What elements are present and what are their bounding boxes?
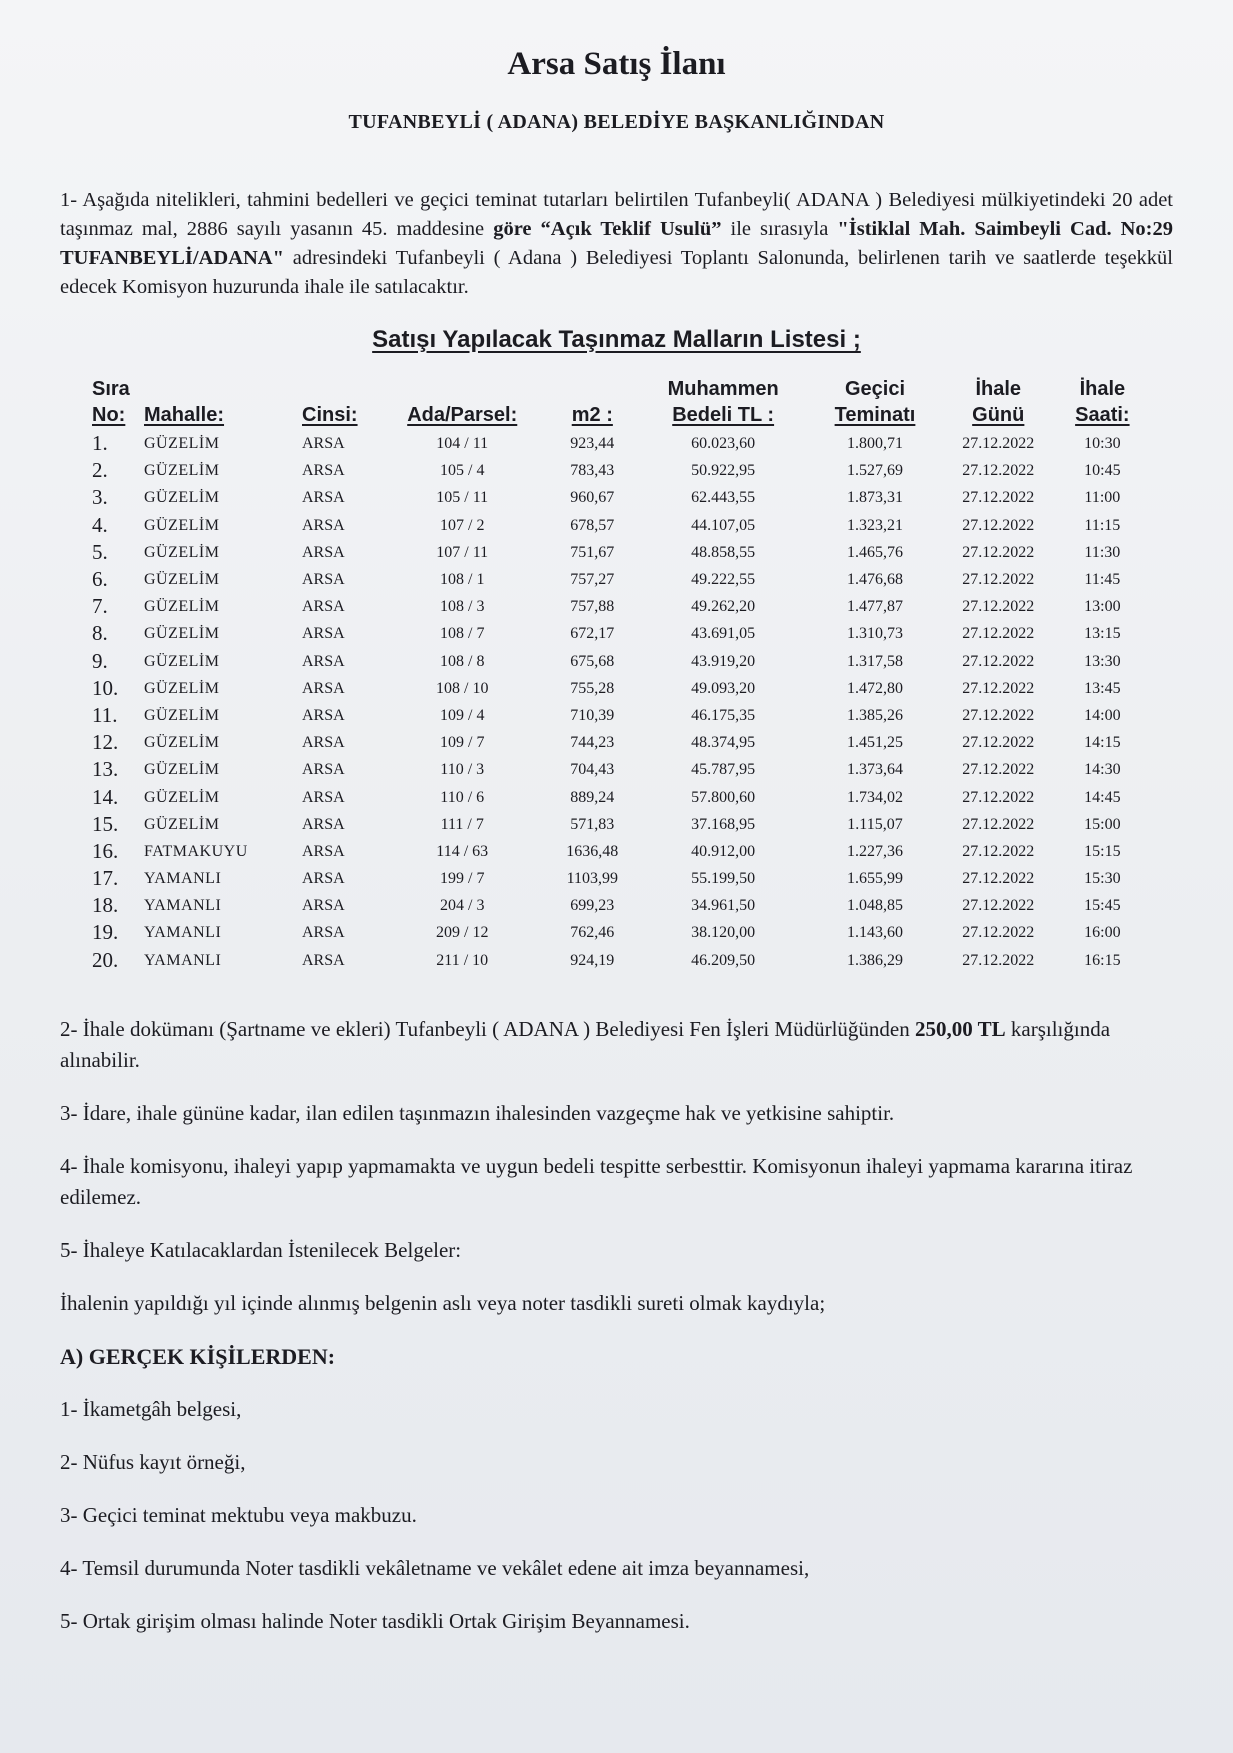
cell-teminat: 1.048,85 (846, 897, 903, 915)
cell-teminat: 1.323,21 (846, 516, 903, 534)
cell-m2: 699,23 (570, 897, 615, 915)
cell-ihale-gunu: 27.12.2022 (962, 679, 1035, 697)
cell-mahalle: YAMANLI (144, 924, 222, 942)
cell-ada-parsel: 114 / 63 (436, 842, 489, 860)
cell-mahalle: GÜZELİM (144, 706, 220, 724)
cell-m2: 889,24 (570, 788, 615, 806)
cell-ada-parsel: 108 / 8 (440, 652, 485, 670)
cell-mahalle: GÜZELİM (144, 571, 220, 589)
cell-ihale-gunu: 27.12.2022 (962, 815, 1035, 833)
cell-teminat: 1.734,02 (846, 788, 903, 806)
header-mahalle: Mahalle: (144, 404, 225, 426)
cell-m2: 1636,48 (566, 842, 619, 860)
cell-no: 8. (92, 621, 108, 646)
cell-ada-parsel: 109 / 7 (440, 734, 485, 752)
cell-ihale-gunu: 27.12.2022 (962, 652, 1035, 670)
cell-ada-parsel: 108 / 1 (440, 571, 485, 589)
header-gecici (810, 376, 940, 430)
cell-ihale-saati: 11:00 (1084, 489, 1121, 507)
cell-bedel: 48.374,95 (691, 734, 756, 752)
cell-bedel: 49.093,20 (691, 679, 756, 697)
header-m2: m2 : (571, 404, 613, 426)
cell-ada-parsel: 110 / 6 (440, 788, 485, 806)
table-row (88, 484, 1148, 511)
cell-bedel: 49.262,20 (691, 598, 756, 616)
cell-ada-parsel: 105 / 4 (440, 462, 485, 480)
cell-cinsi: ARSA (302, 870, 345, 888)
cell-ihale-gunu: 27.12.2022 (962, 870, 1035, 888)
cell-mahalle: GÜZELİM (144, 734, 220, 752)
property-table (88, 376, 1148, 974)
clause-4: 4- İhale komisyonu, ihaleyi yapıp yapmamakta ve uygun bedeli tespitte serbesttir. Komisyonun ihaleyi yapmama kararına itiraz edilemez. (60, 1153, 1133, 1209)
cell-bedel: 55.199,50 (691, 870, 756, 888)
property-table-body (88, 430, 1148, 974)
cell-mahalle: GÜZELİM (144, 815, 220, 833)
cell-ihale-gunu: 27.12.2022 (962, 571, 1035, 589)
cell-ada-parsel: 104 / 11 (436, 435, 489, 453)
clause-2-tail: karşılığında alınabilir. (60, 1016, 1111, 1072)
list-item: 4- Temsil durumunda Noter tasdikli vekâletname ve vekâlet edene ait imza beyannamesi, (60, 1555, 810, 1580)
cell-cinsi: ARSA (302, 951, 345, 969)
cell-ihale-saati: 16:00 (1084, 924, 1121, 942)
cell-ihale-saati: 13:15 (1084, 625, 1121, 643)
cell-cinsi: ARSA (302, 788, 345, 806)
cell-ihale-saati: 13:30 (1084, 652, 1121, 670)
intro-text-3: adresindeki Tufanbeyli ( Adana ) Belediyesi Toplantı Salonunda, belirlenen tarih ve saatlerde teşekkül edecek Komisyon huzurunda ihale ile satılacaktır. (60, 247, 1173, 298)
cell-cinsi: ARSA (302, 924, 345, 942)
cell-no: 20. (92, 947, 119, 972)
table-row (88, 593, 1148, 620)
table-row (88, 729, 1148, 756)
header-sira (88, 376, 140, 430)
cell-m2: 757,27 (570, 571, 615, 589)
cell-ada-parsel: 107 / 2 (440, 516, 485, 534)
cell-bedel: 57.800,60 (691, 788, 756, 806)
cell-cinsi: ARSA (302, 435, 345, 453)
table-row (88, 892, 1148, 919)
header-muhammen-top: Muhammen (667, 378, 779, 400)
cell-ihale-saati: 11:15 (1084, 516, 1121, 534)
cell-cinsi: ARSA (302, 516, 345, 534)
cell-teminat: 1.385,26 (846, 706, 903, 724)
required-documents-list (60, 1394, 1173, 1637)
header-sira-top: Sıra (92, 378, 130, 400)
cell-bedel: 60.023,60 (691, 435, 756, 453)
cell-m2: 924,19 (570, 951, 615, 969)
cell-ihale-saati: 14:30 (1084, 761, 1121, 779)
cell-ada-parsel: 107 / 11 (436, 543, 489, 561)
cell-teminat: 1.527,69 (846, 462, 903, 480)
header-muhammen (636, 376, 810, 430)
list-heading: Satışı Yapılacak Taşınmaz Malların Listesi ; (372, 326, 861, 353)
cell-ihale-saati: 15:30 (1084, 870, 1121, 888)
cell-cinsi: ARSA (302, 679, 345, 697)
cell-teminat: 1.476,68 (846, 571, 903, 589)
cell-ada-parsel: 108 / 10 (436, 679, 489, 697)
list-item: 5- Ortak girişim olması halinde Noter tasdikli Ortak Girişim Beyannamesi. (60, 1608, 690, 1633)
cell-ihale-saati: 11:30 (1084, 543, 1121, 561)
cell-m2: 710,39 (570, 706, 615, 724)
table-row (88, 838, 1148, 865)
cell-m2: 755,28 (570, 679, 615, 697)
cell-mahalle: GÜZELİM (144, 761, 220, 779)
cell-no: 19. (92, 920, 119, 945)
cell-cinsi: ARSA (302, 734, 345, 752)
cell-m2: 751,67 (570, 543, 615, 561)
header-cinsi: Cinsi: (302, 404, 358, 426)
cell-cinsi: ARSA (302, 625, 345, 643)
cell-mahalle: GÜZELİM (144, 489, 220, 507)
header-gecici-top: Geçici (844, 378, 906, 400)
cell-bedel: 50.922,95 (691, 462, 756, 480)
cell-mahalle: GÜZELİM (144, 462, 220, 480)
clause-3: 3- İdare, ihale gününe kadar, ilan edilen taşınmazın ihalesinden vazgeçme hak ve yetkisine sahiptir. (60, 1100, 895, 1125)
cell-ihale-saati: 14:45 (1084, 788, 1121, 806)
cell-no: 18. (92, 893, 119, 918)
cell-ihale-saati: 14:15 (1084, 734, 1121, 752)
cell-ihale-gunu: 27.12.2022 (962, 842, 1035, 860)
header-saat-top: İhale (1079, 378, 1126, 400)
table-row (88, 947, 1148, 974)
cell-m2: 678,57 (570, 516, 615, 534)
cell-no: 3. (92, 485, 108, 510)
header-gun-top: İhale (975, 378, 1022, 400)
cell-no: 12. (92, 730, 119, 755)
page-title: Arsa Satış İlanı (507, 46, 726, 82)
cell-ihale-gunu: 27.12.2022 (962, 625, 1035, 643)
cell-ada-parsel: 211 / 10 (436, 951, 489, 969)
cell-teminat: 1.451,25 (846, 734, 903, 752)
list-item: 1- İkametgâh belgesi, (60, 1396, 242, 1421)
cell-no: 13. (92, 757, 119, 782)
intro-bold-1: göre “Açık Teklif Usulü” (493, 218, 722, 240)
cell-bedel: 46.209,50 (691, 951, 756, 969)
cell-mahalle: GÜZELİM (144, 788, 220, 806)
cell-mahalle: YAMANLI (144, 951, 222, 969)
cell-ihale-gunu: 27.12.2022 (962, 516, 1035, 534)
table-row (88, 512, 1148, 539)
cell-ihale-gunu: 27.12.2022 (962, 435, 1035, 453)
cell-cinsi: ARSA (302, 462, 345, 480)
cell-ihale-saati: 16:15 (1084, 951, 1121, 969)
cell-no: 1. (92, 431, 108, 456)
cell-ihale-gunu: 27.12.2022 (962, 462, 1035, 480)
cell-no: 16. (92, 838, 119, 863)
cell-ihale-gunu: 27.12.2022 (962, 489, 1035, 507)
header-gecici-bottom: Teminatı (834, 404, 916, 426)
cell-no: 9. (92, 648, 108, 673)
cell-m2: 1103,99 (566, 870, 618, 888)
cell-bedel: 48.858,55 (691, 543, 756, 561)
cell-mahalle: GÜZELİM (144, 679, 220, 697)
cell-teminat: 1.465,76 (846, 543, 903, 561)
cell-ada-parsel: 199 / 7 (440, 870, 485, 888)
cell-mahalle: YAMANLI (144, 897, 222, 915)
cell-no: 11. (92, 702, 118, 727)
cell-bedel: 62.443,55 (691, 489, 756, 507)
cell-teminat: 1.800,71 (846, 435, 903, 453)
table-header-row (88, 376, 1148, 430)
cell-mahalle: GÜZELİM (144, 625, 220, 643)
clause-2-text: 2- İhale dokümanı (Şartname ve ekleri) Tufanbeyli ( ADANA ) Belediyesi Fen İşleri Müdürlüğünden (60, 1016, 915, 1041)
table-row (88, 675, 1148, 702)
cell-ada-parsel: 108 / 7 (440, 625, 485, 643)
cell-mahalle: GÜZELİM (144, 516, 220, 534)
cell-m2: 672,17 (570, 625, 615, 643)
header-muhammen-bottom: Bedeli TL : (672, 404, 775, 426)
cell-ihale-saati: 10:30 (1084, 435, 1121, 453)
cell-bedel: 38.120,00 (691, 924, 756, 942)
clause-5-intro: İhalenin yapıldığı yıl içinde alınmış belgenin aslı veya noter tasdikli sureti olmak kaydıyla; (60, 1290, 826, 1315)
cell-teminat: 1.310,73 (846, 625, 903, 643)
cell-m2: 704,43 (570, 761, 615, 779)
cell-ihale-saati: 15:15 (1084, 842, 1121, 860)
cell-cinsi: ARSA (302, 842, 345, 860)
cell-no: 4. (92, 512, 108, 537)
cell-teminat: 1.472,80 (846, 679, 903, 697)
cell-bedel: 37.168,95 (691, 815, 756, 833)
cell-no: 10. (92, 675, 119, 700)
cell-ihale-gunu: 27.12.2022 (962, 734, 1035, 752)
cell-cinsi: ARSA (302, 897, 345, 915)
cell-bedel: 43.691,05 (691, 625, 756, 643)
table-row (88, 702, 1148, 729)
cell-ihale-saati: 13:00 (1084, 598, 1121, 616)
cell-no: 17. (92, 866, 119, 891)
cell-cinsi: ARSA (302, 706, 345, 724)
list-item: 2- Nüfus kayıt örneği, (60, 1449, 246, 1474)
table-row (88, 648, 1148, 675)
cell-bedel: 49.222,55 (691, 571, 756, 589)
cell-ada-parsel: 111 / 7 (440, 815, 484, 833)
cell-bedel: 46.175,35 (691, 706, 756, 724)
cell-ihale-saati: 10:45 (1084, 462, 1121, 480)
cell-m2: 675,68 (570, 652, 615, 670)
cell-bedel: 43.919,20 (691, 652, 756, 670)
cell-teminat: 1.873,31 (846, 489, 903, 507)
cell-ihale-saati: 15:45 (1084, 897, 1121, 915)
cell-bedel: 44.107,05 (691, 516, 756, 534)
cell-no: 7. (92, 594, 108, 619)
table-row (88, 865, 1148, 892)
intro-paragraph (60, 186, 1173, 302)
cell-mahalle: YAMANLI (144, 870, 222, 888)
table-row (88, 566, 1148, 593)
header-ihale-gunu (940, 376, 1057, 430)
table-row (88, 919, 1148, 946)
cell-teminat: 1.317,58 (846, 652, 903, 670)
cell-teminat: 1.477,87 (846, 598, 903, 616)
cell-m2: 762,46 (570, 924, 615, 942)
cell-m2: 923,44 (570, 435, 615, 453)
cell-ada-parsel: 108 / 3 (440, 598, 485, 616)
cell-mahalle: GÜZELİM (144, 598, 220, 616)
cell-ada-parsel: 209 / 12 (436, 924, 489, 942)
cell-teminat: 1.143,60 (846, 924, 903, 942)
intro-text-2: ile sırasıyla (721, 218, 838, 240)
cell-ihale-saati: 13:45 (1084, 679, 1121, 697)
cell-m2: 783,43 (570, 462, 615, 480)
cell-cinsi: ARSA (302, 761, 345, 779)
cell-no: 14. (92, 784, 119, 809)
cell-cinsi: ARSA (302, 815, 345, 833)
header-gun-bottom: Günü (972, 404, 1025, 426)
cell-ihale-gunu: 27.12.2022 (962, 706, 1035, 724)
cell-m2: 960,67 (570, 489, 615, 507)
natural-persons-heading: A) GERÇEK KİŞİLERDEN: (60, 1343, 336, 1369)
cell-no: 6. (92, 567, 108, 592)
cell-bedel: 40.912,00 (691, 842, 756, 860)
cell-ihale-saati: 11:45 (1084, 571, 1121, 589)
cell-m2: 757,88 (570, 598, 615, 616)
cell-teminat: 1.655,99 (846, 870, 903, 888)
header-saat-bottom: Saati: (1075, 404, 1130, 426)
cell-ihale-gunu: 27.12.2022 (962, 543, 1035, 561)
table-row (88, 783, 1148, 810)
cell-mahalle: FATMAKUYU (144, 842, 248, 860)
cell-ada-parsel: 110 / 3 (440, 761, 485, 779)
cell-bedel: 45.787,95 (691, 761, 756, 779)
cell-bedel: 34.961,50 (691, 897, 756, 915)
table-row (88, 620, 1148, 647)
list-item: 3- Geçici teminat mektubu veya makbuzu. (60, 1502, 417, 1527)
cell-ihale-gunu: 27.12.2022 (962, 897, 1035, 915)
cell-no: 15. (92, 811, 119, 836)
table-row (88, 539, 1148, 566)
intro-text-1: 1- Aşağıda nitelikleri, tahmini bedelleri ve geçici teminat tutarları belirtilen Tufanbeyli( ADANA ) Belediyesi mülkiyetindeki 20 adet taşınmaz mal, 2886 sayılı yasanın 45. maddesine (60, 189, 1173, 240)
clause-5: 5- İhaleye Katılacaklardan İstenilecek Belgeler: (60, 1237, 462, 1262)
cell-m2: 571,83 (570, 815, 615, 833)
cell-teminat: 1.115,07 (847, 815, 903, 833)
header-ihale-saati (1057, 376, 1148, 430)
cell-ihale-gunu: 27.12.2022 (962, 788, 1035, 806)
cell-cinsi: ARSA (302, 543, 345, 561)
cell-no: 5. (92, 539, 108, 564)
cell-ada-parsel: 204 / 3 (440, 897, 485, 915)
table-row (88, 457, 1148, 484)
header-ada-parsel: Ada/Parsel: (407, 404, 518, 426)
cell-ada-parsel: 109 / 4 (440, 706, 485, 724)
issuer-heading: TUFANBEYLİ ( ADANA) BELEDİYE BAŞKANLIĞINDAN (348, 111, 885, 133)
table-row (88, 756, 1148, 783)
cell-cinsi: ARSA (302, 652, 345, 670)
cell-cinsi: ARSA (302, 489, 345, 507)
cell-mahalle: GÜZELİM (144, 543, 220, 561)
cell-mahalle: GÜZELİM (144, 652, 220, 670)
cell-cinsi: ARSA (302, 571, 345, 589)
cell-ada-parsel: 105 / 11 (436, 489, 489, 507)
cell-ihale-gunu: 27.12.2022 (962, 924, 1035, 942)
cell-no: 2. (92, 458, 108, 483)
cell-ihale-gunu: 27.12.2022 (962, 951, 1035, 969)
cell-teminat: 1.386,29 (846, 951, 903, 969)
header-sira-bottom: No: (92, 404, 126, 426)
cell-mahalle: GÜZELİM (144, 435, 220, 453)
cell-teminat: 1.373,64 (846, 761, 903, 779)
intro-bold-2: "İstiklal Mah. Saimbeyli Cad. No:29 TUFANBEYLİ/ADANA" (60, 218, 1174, 269)
cell-cinsi: ARSA (302, 598, 345, 616)
cell-ihale-gunu: 27.12.2022 (962, 598, 1035, 616)
table-row (88, 430, 1148, 457)
cell-teminat: 1.227,36 (846, 842, 903, 860)
table-row (88, 811, 1148, 838)
clause-2-fee: 250,00 TL (915, 1016, 1006, 1041)
cell-m2: 744,23 (570, 734, 615, 752)
cell-ihale-saati: 15:00 (1084, 815, 1121, 833)
cell-ihale-gunu: 27.12.2022 (962, 761, 1035, 779)
clause-2 (60, 1014, 1173, 1076)
cell-ihale-saati: 14:00 (1084, 706, 1121, 724)
